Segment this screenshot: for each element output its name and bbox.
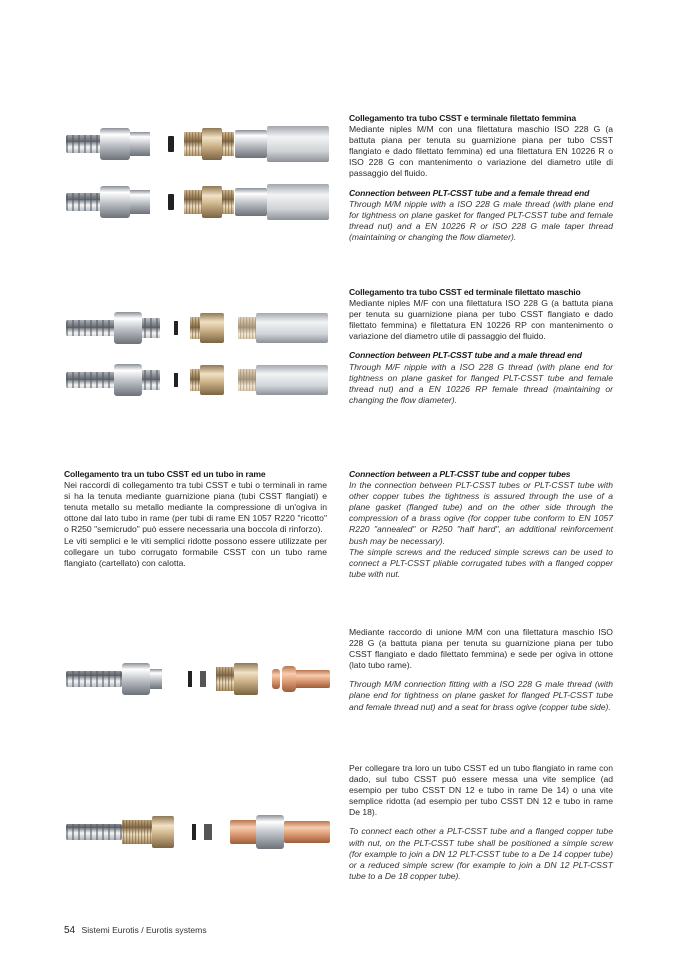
footer-text: Sistemi Eurotis / Eurotis systems — [81, 925, 207, 935]
section-body-it: Per collegare tra loro un tubo CSST ed un tubo flangiato in rame con dado, sul tubo CSST può essere messa una vite semplice (ad esempio per tubo CSST DN 12 e tubo in rame De 14) o una vite semplice ridotta (ad esempio per tubo CSST DN 12 e tubo in rame De 18). — [349, 763, 613, 818]
section-copper-en — [349, 469, 613, 580]
section-title-it: Collegamento tra un tubo CSST ed un tubo in rame — [64, 469, 266, 479]
page-number: 54 — [64, 925, 76, 936]
section-body-en: Through M/F nipple with a ISO 228 G thread (with plane end for tightness on plane gasket for flanged PLT-CSST tube and female thread nut) and a EN 10226 RP female thread (maintaining or changing the flow diameter). — [349, 361, 613, 405]
section-male-thread — [349, 287, 613, 406]
section-copper-union — [349, 627, 613, 713]
section-body-it: Mediante niples M/M con una filettatura maschio ISO 228 G (a battuta piana per tenuta su guarnizione piana per tubo CSST flangiato e dado filettato femmina) ed una filettatura EN 10226 R o ISO 228 G con mantenimento o variazione del diametro utile di passaggio del fluido. — [349, 124, 613, 179]
section-simple-screw — [349, 763, 613, 882]
section-body-en: Through M/M connection fitting with a ISO 228 G male thread (with plane end for tightness on plane gasket for flanged PLT-CSST tube and female thread nut) and a seat for brass ogive (copper tube side). — [349, 679, 613, 712]
fitting-figure-simple-screw — [60, 808, 335, 858]
section-title-en: Connection between PLT-CSST tube and a female thread end — [349, 187, 590, 198]
section-body-en: Through M/M nipple with a ISO 228 G male thread (with plane end for tightness on plane gasket for flanged PLT-CSST tube and female thread nut) and a EN 10226 R or ISO 228 G male taper thread (maintaining or changing the flow diameter). — [349, 198, 613, 242]
section-title-it: Collegamento tra tubo CSST e terminale filettato femmina — [349, 113, 577, 123]
fitting-row-1 — [66, 126, 329, 162]
page-footer — [64, 925, 207, 936]
section-body-it-1: Nei raccordi di collegamento tra tubi CSST e tubi o terminali in rame si ha la tenuta mediante guarnizione piana (tubi CSST flangiati) e tenuta metallo su metallo mediante la compressione di un'ogiva in ottone dal lato tubo in rame (per tubi di rame EN 1057 R220 "ricotto" o R250 "semicrudo" può essere necessaria una boccola di rinforzo). — [64, 480, 327, 535]
section-body-it-2: Le viti semplici e le viti semplici ridotte possono essere utilizzate per collegare un tubo corrugato formabile CSST con un tubo rame flangiato (cartellato) con calotta. — [64, 535, 327, 568]
fitting-figure-female-thread — [60, 122, 335, 232]
fitting-figure-copper-union — [60, 656, 335, 704]
section-title-en: Connection between a PLT-CSST tube and copper tubes — [349, 469, 571, 479]
fitting-row-2 — [66, 184, 329, 220]
section-body-en: To connect each other a PLT-CSST tube and a flanged copper tube with nut, on the PLT-CSST tube shall be positioned a simple screw (for example to join a DN 12 PLT-CSST tube to a De 14 copper tube) or a reduced simple screw (for example to join a DN 12 PLT-CSST tube to a De 18 copper tube). — [349, 826, 613, 881]
fitting-row-2 — [66, 364, 328, 396]
section-body-en-2: The simple screws and the reduced simple screws can be used to connect a PLT-CSST pliable corrugated tubes with a flanged copper tube with nut. — [349, 546, 613, 579]
section-body-it: Mediante niples M/F con una filettatura ISO 228 G (a battuta piana per tenuta su guarnizione piana per tubo CSST flangiato e dado filettato femmina) e filettatura EN 10226 RP con mantenimento o variazione del diametro utile di passaggio del fluido. — [349, 298, 613, 342]
fitting-figure-male-thread — [60, 308, 335, 408]
fitting-row-1 — [66, 312, 328, 344]
section-female-thread — [349, 113, 613, 243]
section-body-it: Mediante raccordo di unione M/M con una filettatura maschio ISO 228 G (a battuta piana per tenuta su guarnizione piana per tubo CSST flangiato e dado filettato femmina) e sede per ogiva in ottone (lato tubo rame). — [349, 627, 613, 671]
section-title-it: Collegamento tra tubo CSST ed terminale filettato maschio — [349, 287, 581, 297]
section-copper-it — [64, 469, 327, 569]
section-body-en-1: In the connection between PLT-CSST tubes or PLT-CSST tube with other copper tubes the tightness is assured through the use of a plane gasket (flanged tube) and on the other side through the compression of a brass ogive (for copper tube conform to EN 1057 R220 "annealed" or R250 "half hard", an additional reinforcement bush may be necessary). — [349, 480, 613, 546]
section-title-en: Connection between PLT-CSST tube and a male thread end — [349, 350, 582, 361]
